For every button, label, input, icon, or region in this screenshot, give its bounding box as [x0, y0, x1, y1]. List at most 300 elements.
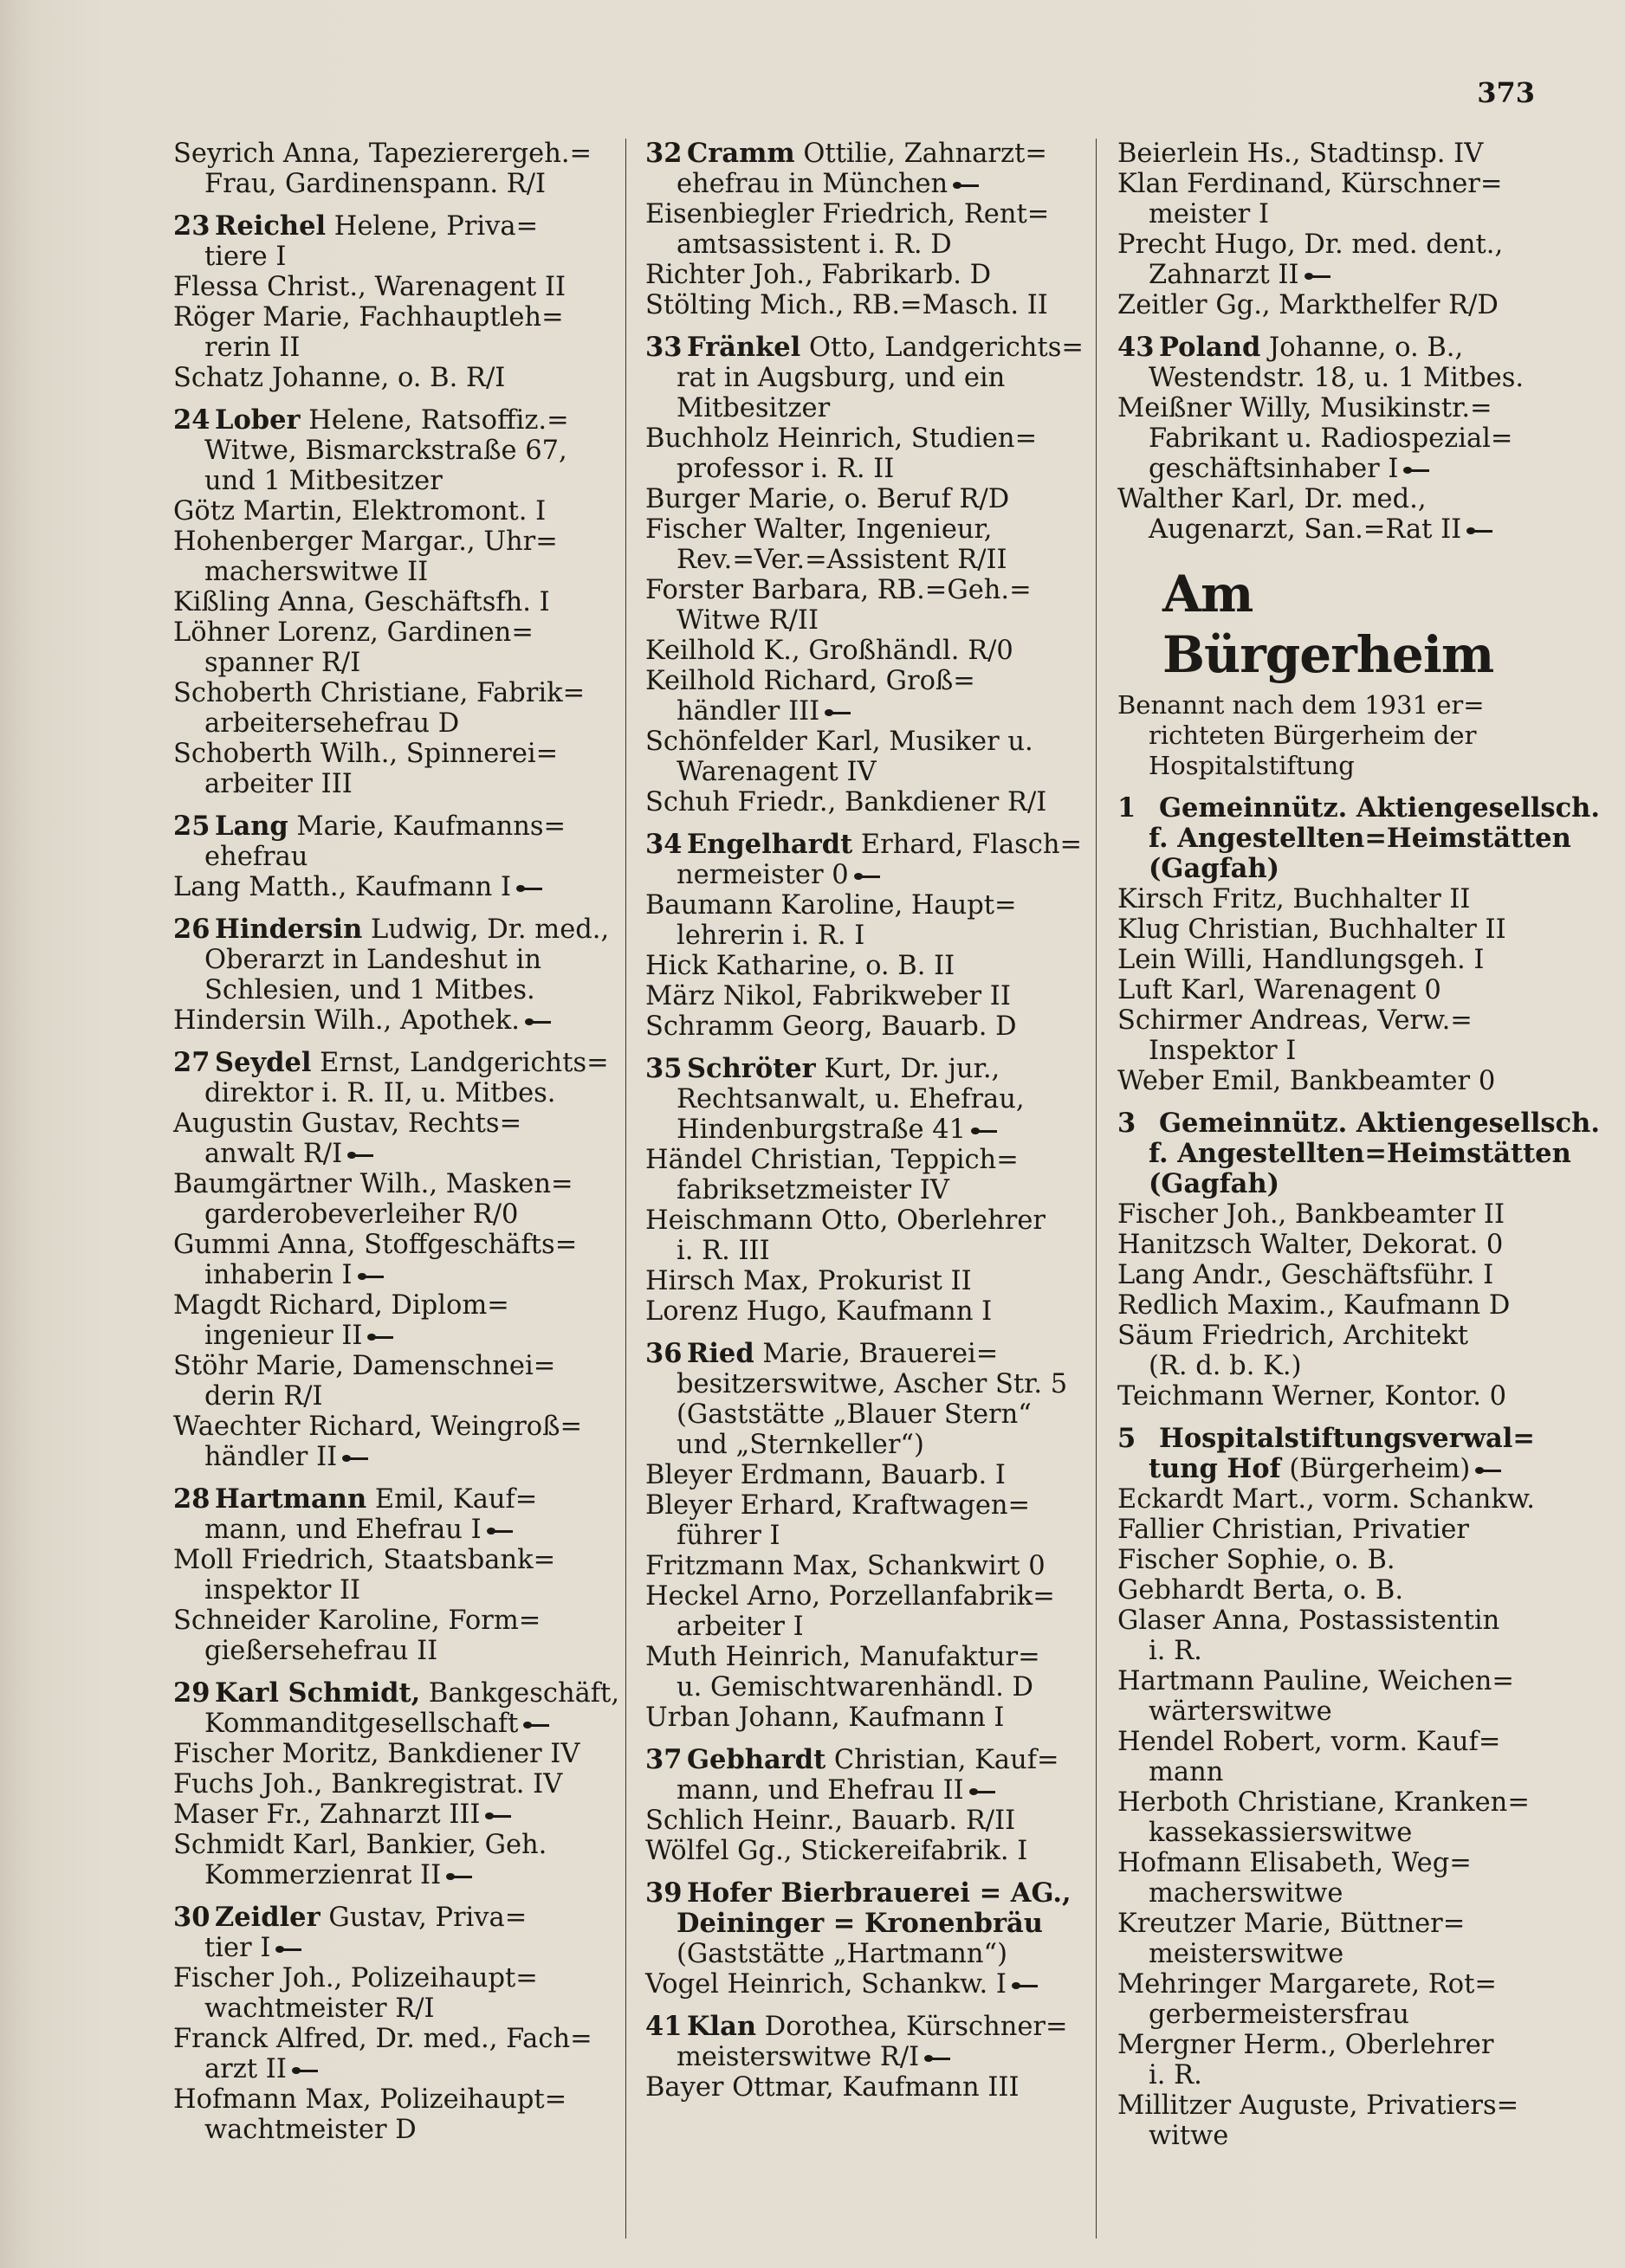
resident-line — [645, 1115, 1074, 1145]
entry-text: Lang Matth., Kaufmann I — [173, 872, 511, 902]
house-entry-line — [1117, 1108, 1600, 1139]
key-icon — [342, 1454, 368, 1463]
entry-text: Hick Katharine, o. B. II — [645, 951, 955, 981]
resident-line — [173, 2115, 606, 2145]
entry-text: Stöhr Marie, Damenschnei= — [173, 1351, 556, 1381]
resident-line — [645, 2072, 1074, 2103]
entry-text: nermeister 0 — [677, 860, 849, 890]
entry-text: Oberarzt in Landeshut in — [204, 945, 541, 975]
entry-separator — [645, 1866, 1074, 1878]
resident-line — [1117, 2000, 1542, 2030]
entry-text: witwe — [1149, 2121, 1229, 2151]
entry-separator — [1117, 320, 1542, 333]
entry-text: Gebhardt Berta, o. B. — [1117, 1575, 1404, 1606]
entry-text: Kommanditgesellschaft — [204, 1709, 519, 1739]
resident-line — [173, 1351, 606, 1381]
resident-line — [645, 727, 1074, 757]
entry-text: Bleyer Erdmann, Bauarb. I — [645, 1460, 1006, 1490]
owner-name: Hindersin — [215, 914, 363, 945]
key-icon — [1466, 527, 1492, 535]
street-heading: Am Bürgerheim — [1162, 565, 1494, 684]
entry-text: Fischer Joh., Bankbeamter II — [1117, 1199, 1505, 1230]
entry-text: Millitzer Auguste, Privatiers= — [1117, 2090, 1519, 2121]
entry-text: Erhard, Flasch= — [852, 830, 1083, 860]
entry-text: Baumgärtner Wilh., Masken= — [173, 1169, 573, 1199]
resident-line — [1117, 1757, 1542, 1787]
entry-text: Rechtsanwalt, u. Ehefrau, — [677, 1084, 1025, 1115]
resident-line — [173, 1078, 606, 1108]
entry-text: Fallier Christian, Privatier — [1117, 1515, 1469, 1545]
key-icon — [1012, 1981, 1038, 1990]
key-icon — [516, 884, 542, 893]
resident-line — [645, 1836, 1074, 1866]
resident-line — [1117, 1484, 1542, 1515]
entry-text: Schatz Johanne, o. B. R/I — [173, 363, 506, 393]
entry-text: Hanitzsch Walter, Dekorat. 0 — [1117, 1230, 1504, 1260]
entry-text: arbeitersehefrau D — [204, 708, 460, 739]
resident-line — [1117, 1230, 1542, 1260]
entry-separator — [173, 902, 606, 914]
entry-text: und „Sternkeller“) — [677, 1430, 924, 1460]
resident-line — [173, 617, 606, 648]
resident-line — [645, 1205, 1074, 1236]
entry-text: Seyrich Anna, Tapezierergeh.= — [173, 139, 592, 169]
resident-line — [1117, 1321, 1542, 1351]
entry-text: mann, und Ehefrau II — [677, 1775, 964, 1806]
resident-line — [645, 514, 1074, 545]
entry-text: Kurt, Dr. jur., — [815, 1054, 1000, 1084]
resident-line — [645, 787, 1074, 817]
resident-line — [1117, 1545, 1542, 1575]
entry-text: meisterswitwe R/I — [677, 2042, 920, 2072]
owner-name: Gemeinnütz. Aktiengesellsch. — [1159, 792, 1600, 824]
entry-text: Eckardt Mart., vorm. Schankw. — [1117, 1484, 1535, 1515]
house-number: 25 — [173, 811, 210, 842]
entry-text: rat in Augsburg, und ein — [677, 363, 1006, 393]
owner-name: Hospitalstiftungsverwal= — [1159, 1423, 1535, 1454]
house-entry-line — [173, 211, 606, 242]
entry-text: Keilhold K., Großhändl. R/0 — [645, 636, 1013, 666]
entry-text: meisterswitwe — [1149, 1939, 1344, 1969]
entry-text: Fischer Moritz, Bankdiener IV — [173, 1739, 580, 1769]
entry-text: Westendstr. 18, u. 1 Mitbes. — [1149, 363, 1525, 393]
resident-line — [645, 1642, 1074, 1672]
entry-text: Walther Karl, Dr. med., — [1117, 484, 1427, 514]
entry-text: u. Gemischtwarenhändl. D — [677, 1672, 1033, 1703]
resident-line — [645, 1460, 1074, 1490]
owner-name: Lober — [215, 404, 301, 436]
entry-text: Precht Hugo, Dr. med. dent., — [1117, 229, 1504, 260]
house-entry-line — [645, 829, 1083, 860]
resident-line — [173, 739, 606, 769]
resident-line — [645, 921, 1074, 951]
entry-text: Waechter Richard, Weingroß= — [173, 1412, 583, 1442]
entry-separator — [173, 1036, 606, 1048]
resident-line — [645, 1084, 1074, 1115]
entry-text: Dorothea, Kürschner= — [756, 2012, 1068, 2042]
entry-text: Moll Friedrich, Staatsbank= — [173, 1545, 556, 1575]
resident-line — [645, 696, 1074, 727]
street-description-line: Hospitalstiftung — [1149, 751, 1355, 780]
owner-name: Klan — [687, 2011, 757, 2042]
entry-text: meister I — [1149, 199, 1270, 229]
entry-text: Hofmann Max, Polizeihaupt= — [173, 2084, 567, 2115]
resident-line — [173, 1381, 606, 1412]
key-icon — [275, 1945, 301, 1954]
resident-line — [645, 605, 1074, 636]
house-number: 37 — [645, 1744, 683, 1775]
entry-text: händler II — [204, 1442, 338, 1472]
entry-text: anwalt R/I — [204, 1139, 343, 1169]
owner-name: Ried — [687, 1338, 754, 1369]
column-divider — [625, 139, 626, 2239]
entry-separator — [173, 799, 606, 811]
resident-line — [173, 648, 606, 678]
house-entry-line — [173, 811, 606, 842]
house-entry-line — [1117, 333, 1542, 363]
entry-text: Rev.=Ver.=Assistent R/II — [677, 545, 1007, 575]
entry-text: Fritzmann Max, Schankwirt 0 — [645, 1551, 1046, 1581]
resident-line — [173, 466, 606, 496]
entry-text: Marie, Kaufmanns= — [288, 811, 566, 842]
entry-text: lehrerin i. R. I — [677, 921, 865, 951]
entry-text: fabriksetzmeister IV — [677, 1175, 949, 1205]
resident-line — [645, 890, 1074, 921]
entry-text: Fischer Sophie, o. B. — [1117, 1545, 1395, 1575]
resident-line — [645, 1011, 1074, 1042]
resident-line — [645, 860, 1074, 890]
entry-text: Richter Joh., Fabrikarb. D — [645, 260, 992, 290]
entry-text: Witwe R/II — [677, 605, 819, 636]
owner-name: Cramm — [687, 138, 795, 169]
column-divider — [1096, 139, 1097, 2239]
entry-text: (Gaststätte „Blauer Stern“ — [677, 1399, 1032, 1430]
resident-line — [173, 842, 606, 872]
entry-separator — [173, 393, 606, 405]
resident-line — [645, 1612, 1074, 1642]
entry-text: arbeiter I — [677, 1612, 804, 1642]
key-icon — [292, 2066, 318, 2075]
entry-separator — [1117, 1096, 1542, 1108]
entry-text: Mitbesitzer — [677, 393, 831, 423]
house-entry-line — [173, 405, 606, 436]
resident-line — [645, 1806, 1074, 1836]
house-entry-line — [645, 1339, 1074, 1369]
house-entry-line — [173, 1047, 609, 1078]
entry-text: und 1 Mitbesitzer — [204, 466, 443, 496]
resident-line — [645, 1581, 1074, 1612]
entry-text: Schoberth Christiane, Fabrik= — [173, 678, 586, 708]
entry-text: Vogel Heinrich, Schankw. I — [645, 1969, 1007, 2000]
entry-text: Röger Marie, Fachhauptleh= — [173, 302, 564, 333]
resident-line — [1117, 2090, 1542, 2121]
entry-text: Gustav, Priva= — [320, 1903, 528, 1933]
resident-line — [645, 199, 1074, 229]
resident-line — [645, 423, 1074, 454]
entry-text: ehefrau — [204, 842, 308, 872]
resident-line — [173, 1199, 606, 1230]
house-entry-line — [1117, 1169, 1542, 1199]
entry-text: Inspektor I — [1149, 1036, 1297, 1066]
key-icon — [367, 1333, 393, 1341]
house-number: 35 — [645, 1053, 683, 1084]
entry-text: Kißling Anna, Geschäftsfh. I — [173, 587, 550, 617]
entry-text: mann — [1149, 1757, 1224, 1787]
resident-line — [173, 1709, 606, 1739]
entry-text: Warenagent IV — [677, 757, 877, 787]
entry-text: Zahnarzt II — [1149, 260, 1299, 290]
resident-line — [645, 951, 1074, 981]
resident-line — [645, 1236, 1074, 1266]
entry-text: Löhner Lorenz, Gardinen= — [173, 617, 534, 648]
house-number: 27 — [173, 1047, 210, 1078]
resident-line — [173, 975, 606, 1005]
owner-name: Hofer Bierbrauerei = AG., — [687, 1877, 1071, 1909]
resident-line — [173, 436, 606, 466]
entry-text: macherswitwe — [1149, 1878, 1343, 1909]
entry-separator — [173, 1890, 606, 1903]
resident-line — [173, 1260, 606, 1290]
entry-text: Schlesien, und 1 Mitbes. — [204, 975, 535, 1005]
resident-line — [645, 290, 1074, 320]
resident-line — [1117, 1939, 1542, 1969]
resident-line — [173, 1230, 606, 1260]
owner-name: (Gagfah) — [1149, 1168, 1280, 1199]
entry-text: Götz Martin, Elektromont. I — [173, 496, 547, 527]
street-description-line: richteten Bürgerheim der — [1149, 720, 1477, 750]
resident-line — [1117, 514, 1542, 545]
entry-text: Gummi Anna, Stoffgeschäfts= — [173, 1230, 578, 1260]
key-icon — [446, 1872, 472, 1881]
key-icon — [1475, 1466, 1501, 1475]
entry-text: Helene, Ratsoffiz.= — [300, 405, 569, 436]
entry-separator — [173, 1666, 606, 1678]
owner-name: tung Hof — [1149, 1453, 1281, 1484]
resident-line — [1117, 454, 1542, 484]
resident-line — [645, 1521, 1074, 1551]
resident-line — [645, 363, 1074, 393]
owner-name: Engelhardt — [687, 829, 853, 860]
entry-text: Stölting Mich., RB.=Masch. II — [645, 290, 1048, 320]
resident-line — [173, 302, 606, 333]
entry-text: Baumann Karoline, Haupt= — [645, 890, 1017, 921]
entry-text: führer I — [677, 1521, 780, 1551]
resident-line — [173, 496, 606, 527]
entry-text: inspektor II — [204, 1575, 361, 1606]
resident-line — [1117, 290, 1542, 320]
resident-line — [645, 484, 1074, 514]
house-number: 3 — [1117, 1108, 1136, 1139]
house-entry-line — [645, 1054, 1074, 1084]
entry-text: garderobeverleiher R/0 — [204, 1199, 519, 1230]
entry-text: Ludwig, Dr. med., — [362, 914, 610, 945]
resident-line — [173, 1321, 606, 1351]
house-entry-line — [1117, 792, 1600, 824]
resident-line — [645, 454, 1074, 484]
resident-line — [1117, 1066, 1542, 1096]
entry-text: rerin II — [204, 333, 301, 363]
street-description-line: Benannt nach dem 1931 er= — [1117, 690, 1485, 720]
entry-text: Schirmer Andreas, Verw.= — [1117, 1005, 1473, 1036]
entry-text: professor i. R. II — [677, 454, 895, 484]
entry-text: Meißner Willy, Musikinstr.= — [1117, 393, 1492, 423]
entry-text: Christian, Kauf= — [825, 1745, 1059, 1775]
entry-text: wachtmeister D — [204, 2115, 417, 2145]
resident-line — [645, 169, 1074, 199]
entry-text: Fischer Walter, Ingenieur, — [645, 514, 993, 545]
resident-line — [645, 1175, 1074, 1205]
resident-line — [1117, 363, 1542, 393]
resident-line — [173, 1290, 606, 1321]
resident-line — [173, 1739, 606, 1769]
resident-line — [645, 1296, 1074, 1327]
resident-line — [1117, 260, 1542, 290]
resident-line — [1117, 229, 1542, 260]
entry-text: Bankgeschäft, — [420, 1678, 620, 1709]
entry-separator — [645, 1733, 1074, 1745]
house-entry-line — [645, 1745, 1074, 1775]
resident-line — [645, 1266, 1074, 1296]
entry-text: Hirsch Max, Prokurist II — [645, 1266, 972, 1296]
resident-line — [173, 1800, 606, 1830]
entry-text: Buchholz Heinrich, Studien= — [645, 423, 1038, 454]
entry-text: Schuh Friedr., Bankdiener R/I — [645, 787, 1047, 817]
owner-name: f. Angestellten=Heimstätten — [1149, 823, 1571, 854]
entry-text: händler III — [677, 696, 820, 727]
entry-text: Säum Friedrich, Architekt — [1117, 1321, 1468, 1351]
entry-text: wachtmeister R/I — [204, 1993, 435, 2024]
page-number: 373 — [1477, 76, 1535, 109]
entry-separator — [173, 1472, 606, 1484]
resident-line — [645, 260, 1074, 290]
entry-text: Otto, Landgerichts= — [800, 333, 1084, 363]
resident-line — [173, 587, 606, 617]
entry-text: macherswitwe II — [204, 557, 429, 587]
entry-text: Burger Marie, o. Beruf R/D — [645, 484, 1010, 514]
resident-line — [173, 272, 606, 302]
entry-text: inhaberin I — [204, 1260, 353, 1290]
key-icon — [487, 1527, 513, 1535]
owner-name: Reichel — [215, 210, 327, 242]
resident-line — [173, 769, 606, 799]
entry-text: gießersehefrau II — [204, 1636, 438, 1666]
resident-line — [173, 1515, 606, 1545]
house-entry-line — [173, 1677, 620, 1709]
entry-text: direktor i. R. II, u. Mitbes. — [204, 1078, 556, 1108]
house-number: 1 — [1117, 792, 1136, 824]
entry-text: Klug Christian, Buchhalter II — [1117, 914, 1506, 945]
resident-line — [1117, 2030, 1542, 2060]
entry-text: Eisenbiegler Friedrich, Rent= — [645, 199, 1050, 229]
owner-name: Deininger = Kronenbräu — [677, 1908, 1043, 1939]
resident-line — [173, 139, 606, 169]
key-icon — [924, 2054, 950, 2063]
house-number: 5 — [1117, 1423, 1136, 1454]
entry-text: Klan Ferdinand, Kürschner= — [1117, 169, 1503, 199]
house-number: 26 — [173, 914, 210, 945]
house-number: 34 — [645, 829, 683, 860]
entry-text: Lang Andr., Geschäftsführ. I — [1117, 1260, 1494, 1290]
entry-text: Schlich Heinr., Bauarb. R/II — [645, 1806, 1016, 1836]
resident-line — [645, 636, 1074, 666]
resident-line — [645, 1672, 1074, 1703]
entry-text: Keilhold Richard, Groß= — [645, 666, 975, 696]
entry-text: Luft Karl, Warenagent 0 — [1117, 975, 1441, 1005]
key-icon — [1305, 272, 1330, 281]
resident-line — [1117, 1290, 1542, 1321]
resident-line — [645, 1369, 1074, 1399]
resident-line — [645, 981, 1074, 1011]
entry-text: Hindenburgstraße 41 — [677, 1115, 967, 1145]
resident-line — [645, 1490, 1074, 1521]
entry-text: Wölfel Gg., Stickereifabrik. I — [645, 1836, 1028, 1866]
resident-line — [1117, 199, 1542, 229]
resident-line — [645, 666, 1074, 696]
entry-text: Muth Heinrich, Manufaktur= — [645, 1642, 1040, 1672]
key-icon — [953, 181, 979, 190]
house-number: 33 — [645, 332, 683, 363]
resident-line — [173, 1606, 606, 1636]
key-icon — [971, 1127, 997, 1135]
owner-name: f. Angestellten=Heimstätten — [1149, 1138, 1571, 1169]
owner-name: Lang — [215, 811, 288, 842]
house-number: 43 — [1117, 332, 1155, 363]
entry-text: Johanne, o. B., — [1260, 333, 1464, 363]
house-entry-line — [1117, 1424, 1542, 1454]
resident-line — [173, 527, 606, 557]
column-2 — [645, 138, 1084, 2103]
entry-text: wärterswitwe — [1149, 1696, 1332, 1727]
resident-line — [1117, 1606, 1542, 1636]
entry-text: mann, und Ehefrau I — [204, 1515, 482, 1545]
resident-line — [173, 363, 606, 393]
resident-line — [1117, 1969, 1542, 2000]
entry-separator — [173, 199, 606, 211]
entry-text: (Bürgerheim) — [1280, 1454, 1471, 1484]
resident-line — [645, 2042, 1074, 2072]
entry-text: besitzerswitwe, Ascher Str. 5 — [677, 1369, 1068, 1399]
resident-line — [1117, 169, 1542, 199]
resident-line — [1117, 1787, 1542, 1818]
entry-text: März Nikol, Fabrikweber II — [645, 981, 1011, 1011]
entry-text: Redlich Maxim., Kaufmann D — [1117, 1290, 1511, 1321]
house-number: 41 — [645, 2011, 683, 2042]
resident-line — [645, 229, 1074, 260]
entry-text: Lein Willi, Handlungsgeh. I — [1117, 945, 1485, 975]
entry-text: Kommerzienrat II — [204, 1860, 442, 1890]
column-3 — [1117, 139, 1600, 2151]
resident-line — [173, 1636, 606, 1666]
resident-line — [645, 393, 1074, 423]
entry-text: Hartmann Pauline, Weichen= — [1117, 1666, 1514, 1696]
house-number: 36 — [645, 1338, 683, 1369]
owner-name: Gemeinnütz. Aktiengesellsch. — [1159, 1108, 1600, 1139]
resident-line — [1117, 1575, 1542, 1606]
entry-text: derin R/I — [204, 1381, 323, 1412]
house-number: 30 — [173, 1902, 210, 1933]
resident-line — [173, 1442, 606, 1472]
resident-line — [1117, 1199, 1542, 1230]
owner-name: (Gagfah) — [1149, 853, 1280, 884]
house-number: 28 — [173, 1483, 210, 1515]
column-1 — [173, 139, 620, 2145]
resident-line — [173, 1005, 606, 1036]
resident-line — [1117, 393, 1542, 423]
resident-line — [645, 1775, 1074, 1806]
entry-text: Urban Johann, Kaufmann I — [645, 1703, 1005, 1733]
resident-line — [1117, 139, 1542, 169]
entry-separator — [1117, 1412, 1542, 1424]
